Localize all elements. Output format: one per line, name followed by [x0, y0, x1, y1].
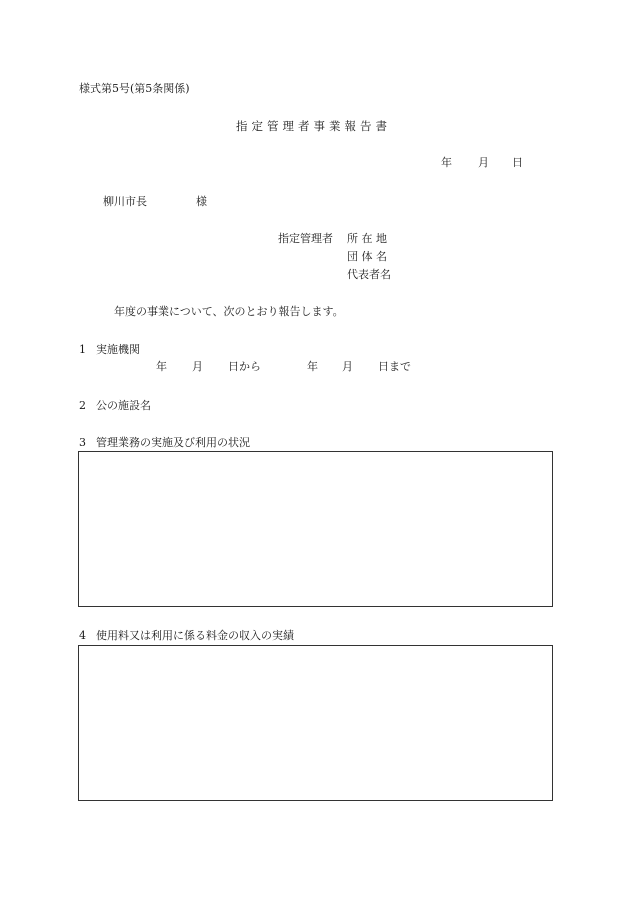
designated-manager-label: 指定管理者 [278, 232, 333, 245]
address-label: 所 在 地 [347, 232, 387, 245]
date-year: 年 [441, 156, 452, 169]
period-start-day: 日から [228, 360, 261, 373]
fee-income-box[interactable] [78, 645, 553, 801]
section-label: 実施機関 [96, 343, 140, 356]
section-label: 管理業務の実施及び利用の状況 [96, 436, 250, 449]
representative-label: 代表者名 [347, 268, 391, 281]
form-number: 様式第5号(第5条関係) [79, 82, 190, 95]
section-number: 1 [79, 343, 86, 356]
organization-label: 団 体 名 [347, 250, 387, 263]
date-day: 日 [512, 156, 523, 169]
period-start-year: 年 [156, 360, 167, 373]
page-title: 指定管理者事業報告書 [236, 119, 391, 133]
period-end-year: 年 [307, 360, 318, 373]
period-start-month: 月 [192, 360, 203, 373]
section-number: 2 [79, 399, 86, 412]
intro-text: 年度の事業について、次のとおり報告します。 [114, 305, 344, 318]
section-label: 使用料又は利用に係る料金の収入の実績 [96, 629, 294, 642]
period-end-month: 月 [342, 360, 353, 373]
usage-status-box[interactable] [78, 451, 553, 607]
period-end-day: 日まで [378, 360, 411, 373]
date-month: 月 [478, 156, 489, 169]
addressee-name: 柳川市長 [103, 195, 147, 208]
section-number: 3 [79, 436, 86, 449]
section-number: 4 [79, 629, 86, 642]
addressee-honorific: 様 [196, 195, 207, 208]
section-label: 公の施設名 [96, 399, 151, 412]
